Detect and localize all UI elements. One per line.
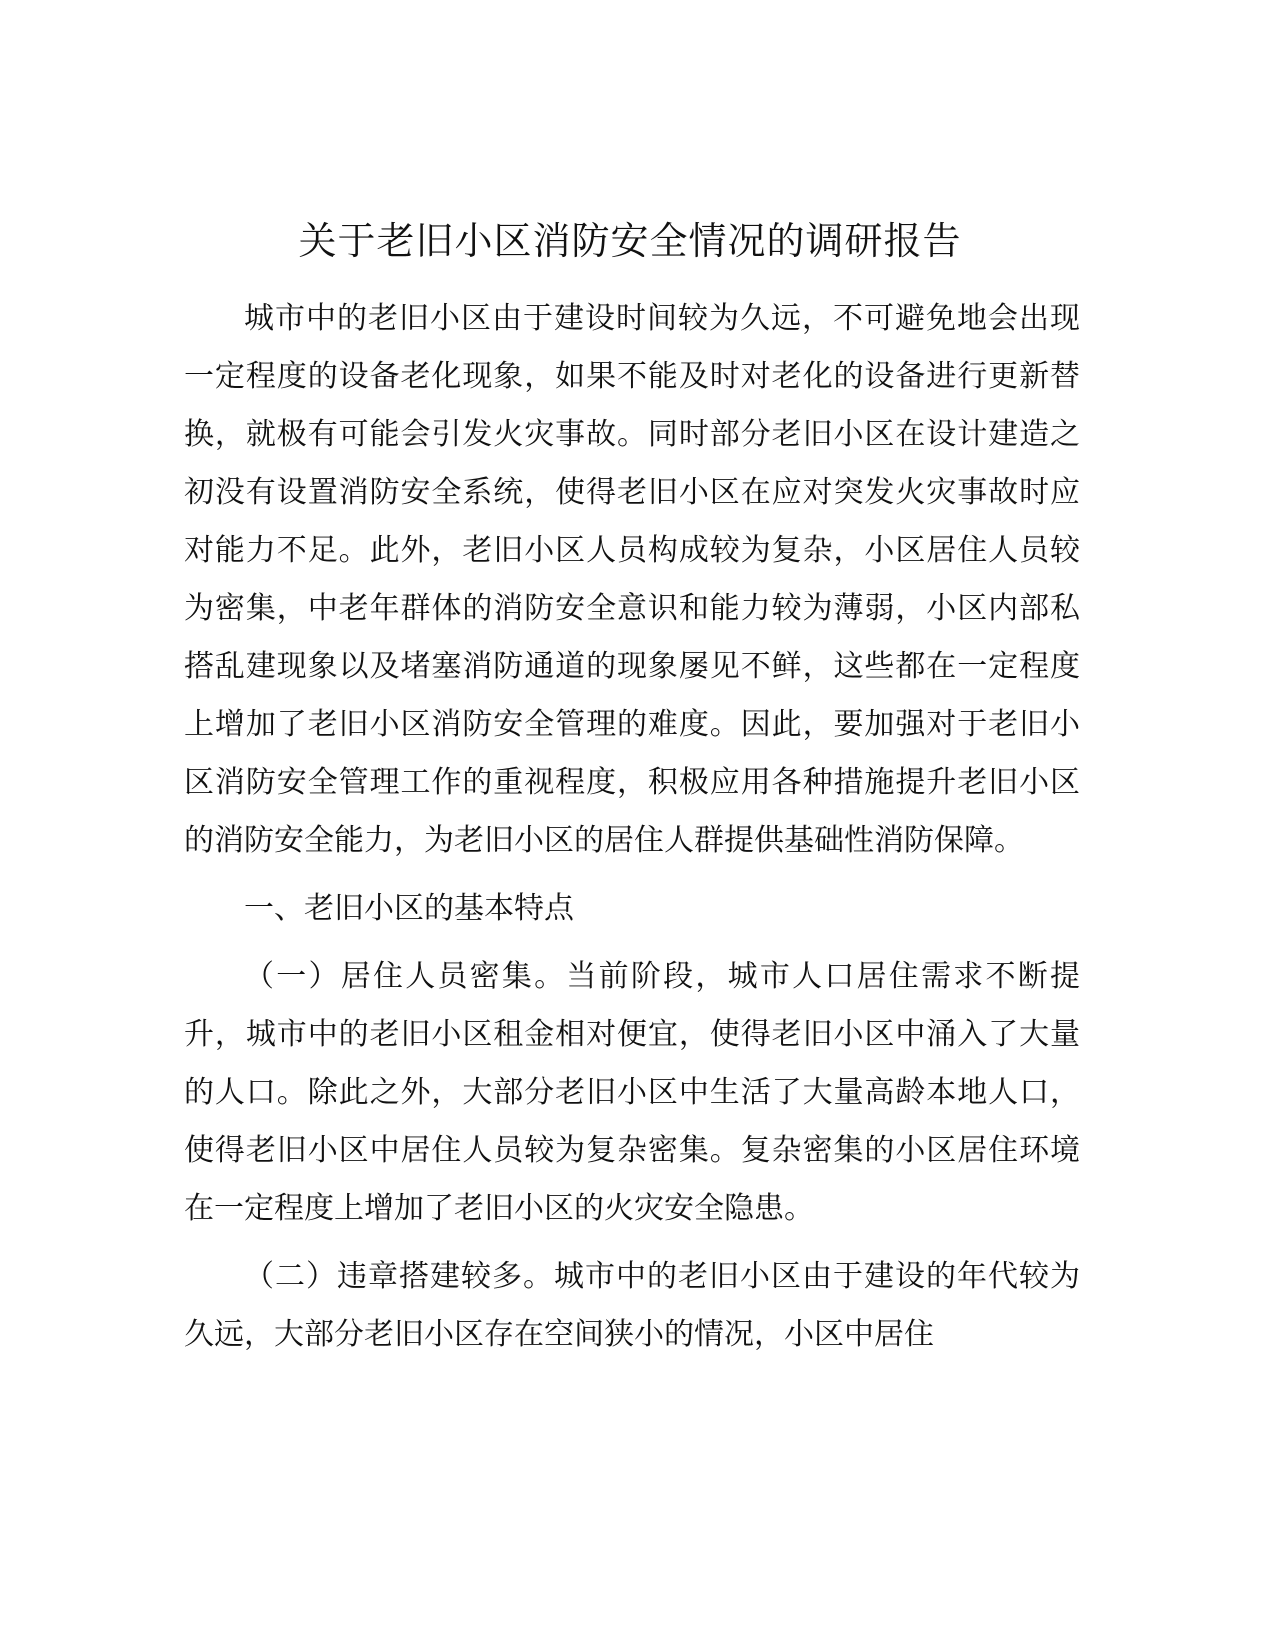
- document-title: 关于老旧小区消防安全情况的调研报告: [298, 219, 962, 263]
- document-body: [184, 290, 1080, 1374]
- section-heading-1: 一、老旧小区的基本特点: [244, 891, 574, 926]
- paragraph-point-1: （一）居住人员密集。当前阶段，城市人口居住需求不断提升，城市中的老旧小区租金相对便宜，使得老旧小区中涌入了大量的人口。除此之外，大部分老旧小区中生活了大量高龄本地人口，使得老旧小区中居住人员较为复杂密集。复杂密集的小区居住环境在一定程度上增加了老旧小区的火灾安全隐患。: [184, 959, 1080, 1226]
- paragraph-point-2: （二）违章搭建较多。城市中的老旧小区由于建设的年代较为久远，大部分老旧小区存在空间狭小的情况，小区中居住: [184, 1259, 1080, 1352]
- intro-paragraph: 城市中的老旧小区由于建设时间较为久远，不可避免地会出现一定程度的设备老化现象，如果不能及时对老化的设备进行更新替换，就极有可能会引发火灾事故。同时部分老旧小区在设计建造之初没有设置消防安全系统，使得老旧小区在应对突发火灾事故时应对能力不足。此外，老旧小区人员构成较为复杂，小区居住人员较为密集，中老年群体的消防安全意识和能力较为薄弱，小区内部私搭乱建现象以及堵塞消防通道的现象屡见不鲜，这些都在一定程度上增加了老旧小区消防安全管理的难度。因此，要加强对于老旧小区消防安全管理工作的重视程度，积极应用各种措施提升老旧小区的消防安全能力，为老旧小区的居住人群提供基础性消防保障。: [184, 301, 1080, 858]
